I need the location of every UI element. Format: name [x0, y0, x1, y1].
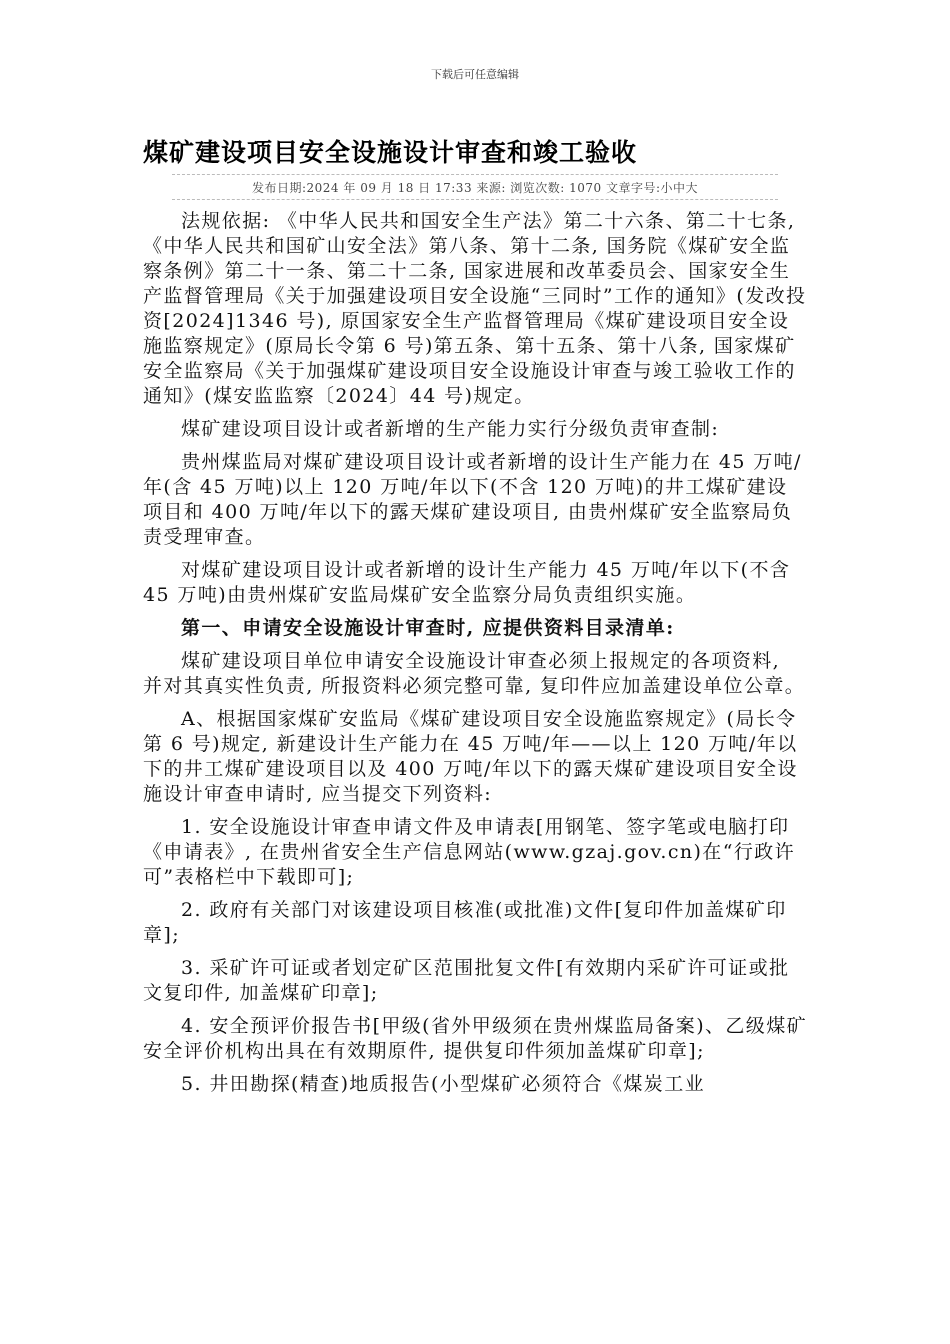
- paragraph-branch-review: 对煤矿建设项目设计或者新增的设计生产能力 45 万吨/年以下(不含 45 万吨)由贵州煤矿安监局煤矿安全监察分局负责组织实施。: [143, 559, 791, 606]
- paragraph-submission-requirements: 煤矿建设项目单位申请安全设施设计审查必须上报规定的各项资料, 并对其真实性负责, 所报资料必须完整可靠, 复印件应加盖建设单位公章。: [143, 650, 806, 697]
- section-heading: 第一、申请安全设施设计审查时, 应提供资料目录清单:: [181, 617, 675, 639]
- header-note: 下载后可任意编辑: [431, 68, 519, 81]
- paragraph-review-system: 煤矿建设项目设计或者新增的生产能力实行分级负责审查制:: [181, 418, 720, 440]
- list-item-1: 1. 安全设施设计审查申请文件及申请表[用钢笔、签字笔或电脑打印《申请表》, 在贵州省安全生产信息网站(www.gzaj.gov.cn)在“行政许可”表格栏中下载即可];: [143, 816, 796, 888]
- list-item-3: 3. 采矿许可证或者划定矿区范围批复文件[有效期内采矿许可证或批文复印件, 加盖煤矿印章];: [143, 957, 790, 1004]
- paragraph-provincial-review: 贵州煤监局对煤矿建设项目设计或者新增的设计生产能力在 45 万吨/年(含 45 万吨)以上 120 万吨/年以下(不含 120 万吨)的井工煤矿建设项目和 400 万吨/年以下的露天煤矿建设项目, 由贵州煤矿安全监察局负责受理审查。: [143, 451, 802, 548]
- list-item-2: 2. 政府有关部门对该建设项目核准(或批准)文件[复印件加盖煤矿印章];: [143, 899, 787, 946]
- article-meta: 发布日期:2024 年 09 月 18 日 17:33 来源: 浏览次数: 1070 文章字号:小中大: [251, 181, 699, 195]
- list-item-4: 4. 安全预评价报告书[甲级(省外甲级须在贵州煤监局备案)、乙级煤矿安全评价机构出具在有效期原件, 提供复印件须加盖煤矿印章];: [143, 1015, 808, 1062]
- paragraph-legal-basis: 法规依据: 《中华人民共和国安全生产法》第二十六条、第二十七条, 《中华人民共和国矿山安全法》第八条、第十二条, 国务院《煤矿安全监察条例》第二十一条、第二十二条, 国家进展和改革委员会、国家安全生产监督管理局《关于加强建设项目安全设施“三同时”工作的通知》(发改投资[2024]1346 号), 原国家安全生产监督管理局《煤矿建设项目安全设施监察规定》(原局长令第 6 号)第五条、第十五条、第十八条, 国家煤矿安全监察局《关于加强煤矿建设项目安全设施设计审查与竣工验收工作的通知》(煤安监监察〔2024〕44 号)规定。: [143, 210, 807, 407]
- article-body: [143, 209, 807, 1105]
- list-item-5: 5. 井田勘探(精查)地质报告(小型煤矿必须符合《煤炭工业: [181, 1073, 706, 1095]
- page-title: 煤矿建设项目安全设施设计审查和竣工验收: [143, 138, 638, 167]
- divider-bottom: [172, 199, 778, 200]
- divider-top: [172, 174, 778, 175]
- paragraph-item-a: A、根据国家煤矿安监局《煤矿建设项目安全设施监察规定》(局长令第 6 号)规定, 新建设计生产能力在 45 万吨/年——以上 120 万吨/年以下的井工煤矿建设项目以及 400 万吨/年以下的露天煤矿建设项目安全设施设计审查申请时, 应当提交下列资料:: [143, 708, 798, 805]
